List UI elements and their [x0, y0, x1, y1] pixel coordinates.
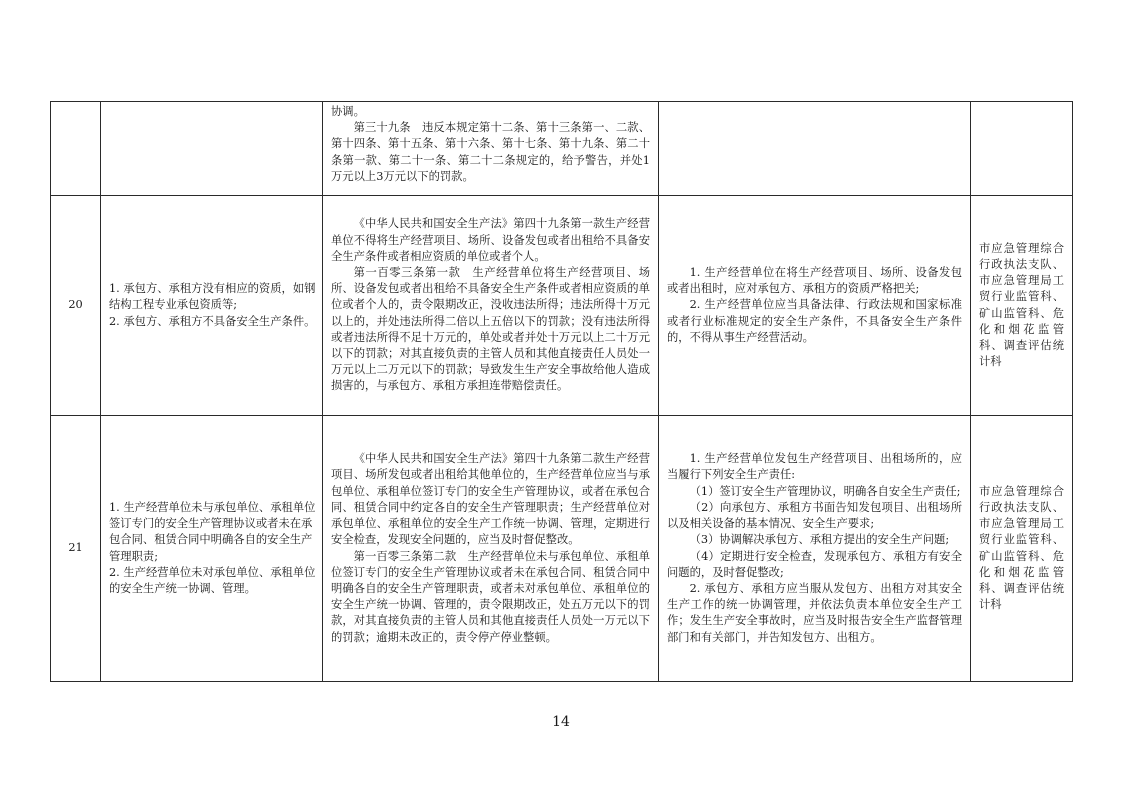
duty-paragraph: 1. 生产经营单位发包生产经营项目、出租场所的，应当履行下列安全生产责任:	[667, 452, 962, 482]
violation-item: 2. 承包方、承租方不具备安全生产条件。	[109, 314, 316, 328]
duty-paragraph: 1. 生产经营单位在将生产经营项目、场所、设备发包或者出租时，应对承包方、承租方的资质严格把关;	[667, 265, 962, 296]
legal-basis-paragraph: 第三十九条 违反本规定第十二条、第十三条第一、二款、第十四条、第十五条、第十六条、第十七条、第十九条、第二十条第一款、第二十一条、第二十二条规定的，给予警告，并处1万元以上3万元以下的罚款。	[331, 121, 650, 183]
department-text: 市应急管理综合行政执法支队、市应急管理局工贸行业监管科、矿山监管科、危化和烟花监管科、调查评估统计科	[979, 241, 1064, 369]
table-row	[51, 196, 1073, 416]
department-text: 市应急管理综合行政执法支队、市应急管理局工贸行业监管科、矿山监管科、危化和烟花监管科、调查评估统计科	[979, 484, 1064, 612]
row-number-cell	[51, 102, 101, 196]
row-number-cell: 20	[51, 196, 101, 416]
department-cell	[971, 196, 1073, 416]
violation-items-cell	[101, 416, 323, 682]
page-number: 14	[552, 714, 570, 730]
violation-item: 1. 生产经营单位未与承包单位、承租单位签订专门的安全生产管理协议或者未在承包合同、租赁合同中明确各自的安全生产管理职责;	[109, 500, 316, 563]
legal-basis-paragraph: 《中华人民共和国安全生产法》第四十九条第一款生产经营单位不得将生产经营项目、场所、设备发包或者出租给不具备安全生产条件或者相应资质的单位或者个人。	[331, 217, 650, 263]
table-row	[51, 416, 1073, 682]
violation-items-cell	[101, 196, 323, 416]
violation-item: 1. 承包方、承租方没有相应的资质，如钢结构工程专业承包资质等;	[109, 282, 316, 312]
department-cell	[971, 416, 1073, 682]
duty-paragraph: （2）向承包方、承租方书面告知发包项目、出租场所以及相关设备的基本情况、安全生产要求;	[667, 500, 962, 531]
duty-paragraph: 2. 承包方、承租方应当服从发包方、出租方对其安全生产工作的统一协调管理，并依法负责本单位安全生产工作；发生生产安全事故时，应当及时报告安全生产监督管理部门和有关部门，并告知发包方、出租方。	[667, 581, 962, 644]
duty-paragraph: 2. 生产经营单位应当具备法律、行政法规和国家标准或者行业标准规定的安全生产条件，不具备安全生产条件的，不得从事生产经营活动。	[667, 298, 962, 344]
legal-basis-cell	[323, 416, 659, 682]
legal-basis-paragraph: 协调。	[331, 105, 365, 118]
violation-item: 2. 生产经营单位未对承包单位、承租单位的安全生产统一协调、管理。	[109, 565, 316, 595]
duty-cell	[659, 102, 971, 196]
legal-basis-cell	[323, 102, 659, 196]
department-cell	[971, 102, 1073, 196]
duty-cell	[659, 416, 971, 682]
duty-paragraph: （4）定期进行安全检查，发现承包方、承租方有安全问题的，及时督促整改;	[667, 549, 962, 579]
duty-paragraph: （3）协调解决承包方、承租方提出的安全生产问题;	[689, 533, 950, 547]
duty-paragraph: （1）签订安全生产管理协议，明确各自安全生产责任;	[689, 484, 961, 498]
regulation-table	[50, 101, 1073, 682]
legal-basis-paragraph: 第一百零三条第二款 生产经营单位未与承包单位、承租单位签订专门的安全生产管理协议或者未在承包合同、租赁合同中明确各自的安全生产管理职责，或者未对承包单位、承租单位的安全生产统一协调、管理的，责令限期改正，处五万元以下的罚款，对其直接负责的主管人员和其他直接责任人员处一万元以下的罚款；逾期未改正的，责令停产停业整顿。	[331, 549, 650, 644]
legal-basis-paragraph: 《中华人民共和国安全生产法》第四十九条第二款生产经营项目、场所发包或者出租给其他单位的，生产经营单位应当与承包单位、承租单位签订专门的安全生产管理协议，或者在承包合同、租赁合同中约定各自的安全生产管理职责；生产经营单位对承包单位、承租单位的安全生产工作统一协调、管理，定期进行安全检查，发现安全问题的，应当及时督促整改。	[331, 452, 650, 547]
legal-basis-cell	[323, 196, 659, 416]
row-number-cell: 21	[51, 416, 101, 682]
legal-basis-paragraph: 第一百零三条第一款 生产经营单位将生产经营项目、场所、设备发包或者出租给不具备安全生产条件或者相应资质的单位或者个人的，责令限期改正，没收违法所得；违法所得十万元以上的，并处违法所得二倍以上五倍以下的罚款；没有违法所得或者违法所得不足十万元的，单处或者并处十万元以上二十万元以下的罚款；对其直接负责的主管人员和其他直接责任人员处一万元以上二万元以下的罚款；导致发生生产安全事故给他人造成损害的，与承包方、承租方承担连带赔偿责任。	[331, 265, 650, 393]
violation-items-cell	[101, 102, 323, 196]
duty-cell	[659, 196, 971, 416]
table-row	[51, 102, 1073, 196]
